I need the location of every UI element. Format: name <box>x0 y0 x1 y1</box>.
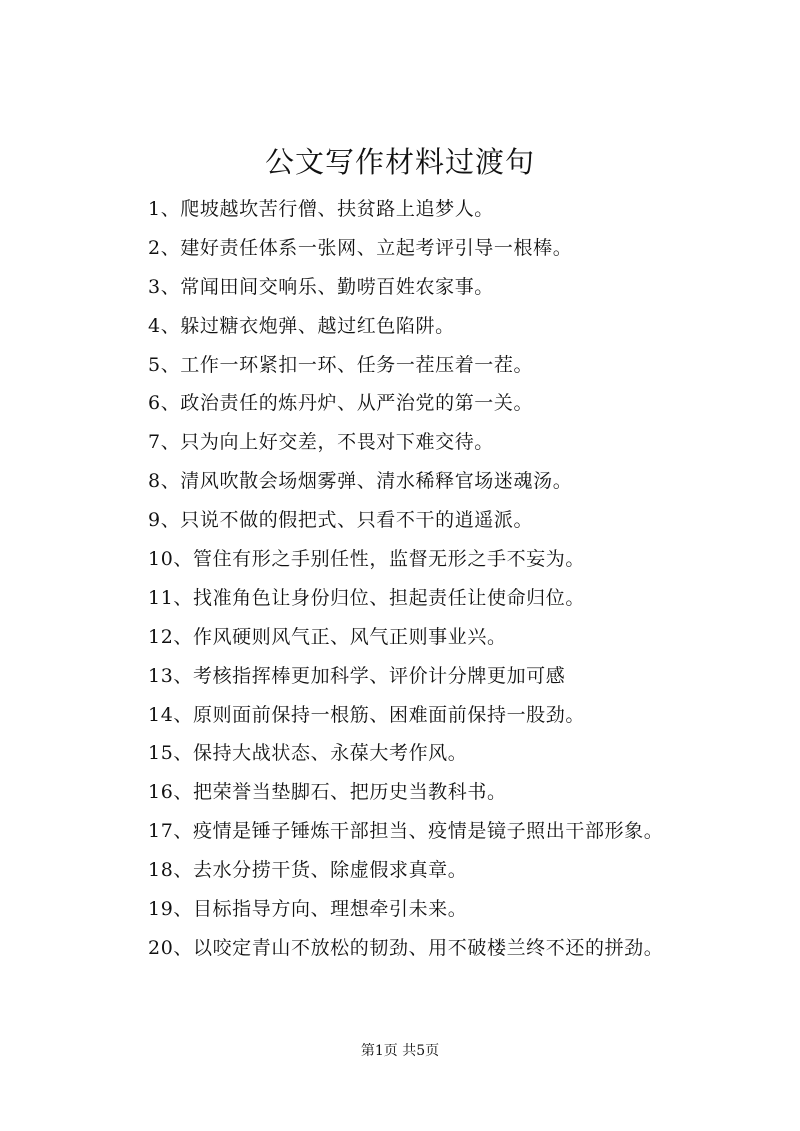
list-item: 4、躲过糖衣炮弹、越过红色陷阱。 <box>148 314 455 337</box>
list-item: 7、只为向上好交差，不畏对下难交待。 <box>148 431 494 454</box>
list-item: 18、去水分捞干货、除虚假求真章。 <box>148 859 468 882</box>
document-title: 公文写作材料过渡句 <box>264 145 535 179</box>
list-item: 12、作风硬则风气正、风气正则事业兴。 <box>148 625 507 648</box>
list-item: 11、找准角色让身份归位、担起责任让使命归位。 <box>148 586 585 609</box>
list-item: 8、清风吹散会场烟雾弹、清水稀释官场迷魂汤。 <box>148 470 573 493</box>
list-item: 14、原则面前保持一根筋、困难面前保持一股劲。 <box>148 703 585 726</box>
list-item: 15、保持大战状态、永葆大考作风。 <box>148 742 468 765</box>
list-item: 6、政治责任的炼丹炉、从严治党的第一关。 <box>148 392 534 415</box>
page-number-footer: 第1页 共5页 <box>360 1043 440 1059</box>
list-item: 16、把荣誉当垫脚石、把历史当教科书。 <box>148 781 507 804</box>
list-item: 1、爬坡越坎苦行僧、扶贫路上追梦人。 <box>148 198 494 220</box>
list-item: 2、建好责任体系一张网、立起考评引导一根棒。 <box>148 236 573 259</box>
list-item: 3、常闻田间交响乐、勤唠百姓农家事。 <box>148 275 494 298</box>
list-item: 19、目标指导方向、理想牵引未来。 <box>148 898 468 921</box>
list-item: 5、工作一环紧扣一环、任务一茬压着一茬。 <box>148 353 534 376</box>
list-item: 17、疫情是锤子锤炼干部担当、疫情是镜子照出干部形象。 <box>148 820 664 843</box>
list-item: 20、以咬定青山不放松的韧劲、用不破楼兰终不还的拼劲。 <box>148 936 664 959</box>
list-item: 9、只说不做的假把式、只看不干的逍遥派。 <box>148 509 534 532</box>
list-item: 13、考核指挥棒更加科学、评价计分牌更加可感 <box>148 664 566 687</box>
transition-sentence-list <box>148 190 768 968</box>
list-item: 10、管住有形之手别任性，监督无形之手不妄为。 <box>148 548 585 571</box>
